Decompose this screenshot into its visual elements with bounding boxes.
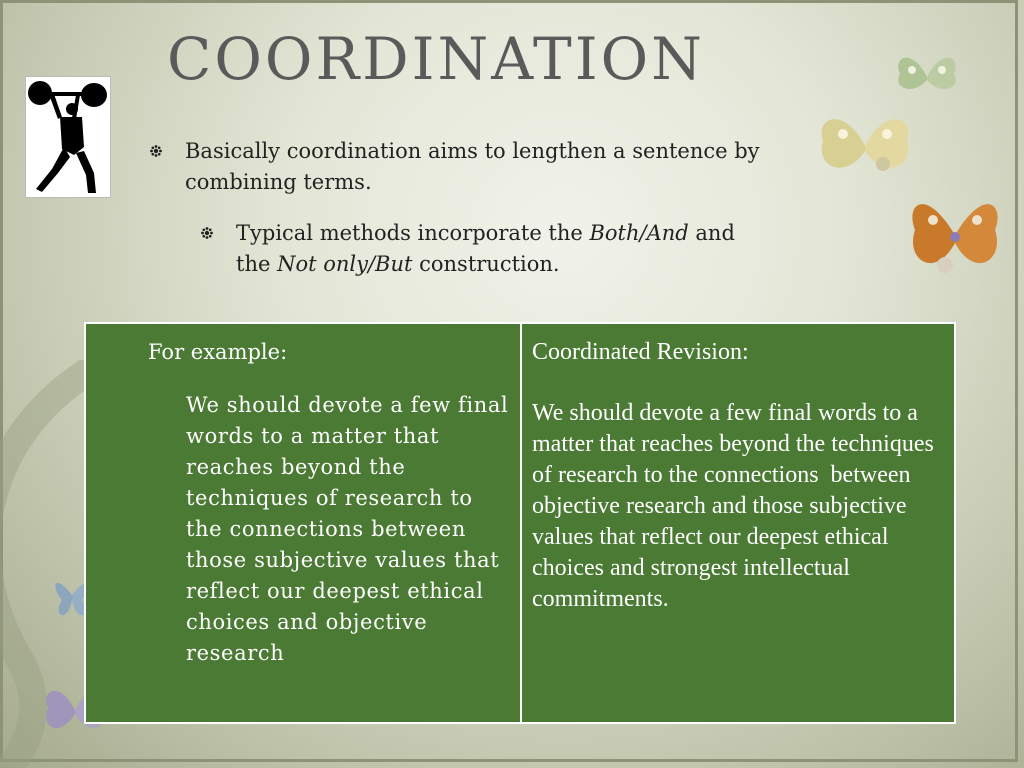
revision-column (522, 324, 954, 722)
example-text: We should devote a few final words to a matter that reaches beyond the techniques of research to the connections between those subjective values that reflect our deepest ethical choices and objective research (186, 393, 509, 665)
sub-bullet-text (236, 221, 735, 276)
example-label: For example: (148, 340, 288, 364)
bullet-list (150, 136, 770, 280)
sub-bullet-part2: and the (236, 221, 735, 276)
butterfly-icon (815, 106, 915, 186)
example-column (86, 324, 522, 722)
bullet-icon (150, 145, 162, 157)
both-and-term: Both/And (589, 221, 689, 245)
sub-bullet-part3: construction. (412, 252, 560, 276)
not-only-but-term: Not only/But (277, 252, 413, 276)
revision-label: Coordinated Revision: (532, 339, 749, 365)
bullet-icon (201, 227, 213, 239)
bullet-text: Basically coordination aims to lengthen a sentence by combining terms. (185, 139, 760, 194)
sub-bullet-item (201, 218, 770, 280)
butterfly-icon (905, 185, 1005, 290)
sub-bullet-part1: Typical methods incorporate the (236, 221, 590, 245)
bullet-item (150, 136, 770, 198)
comparison-table (84, 322, 956, 724)
butterfly-icon (892, 42, 962, 112)
slide-title: COORDINATION (167, 25, 705, 93)
revision-text: We should devote a few final words to a matter that reaches beyond the techniques of research to the connections between objective research and those subjective values that reflect our deepest ethical choices and strongest intellectual commitments. (532, 400, 940, 612)
weightlifter-icon (25, 76, 111, 198)
